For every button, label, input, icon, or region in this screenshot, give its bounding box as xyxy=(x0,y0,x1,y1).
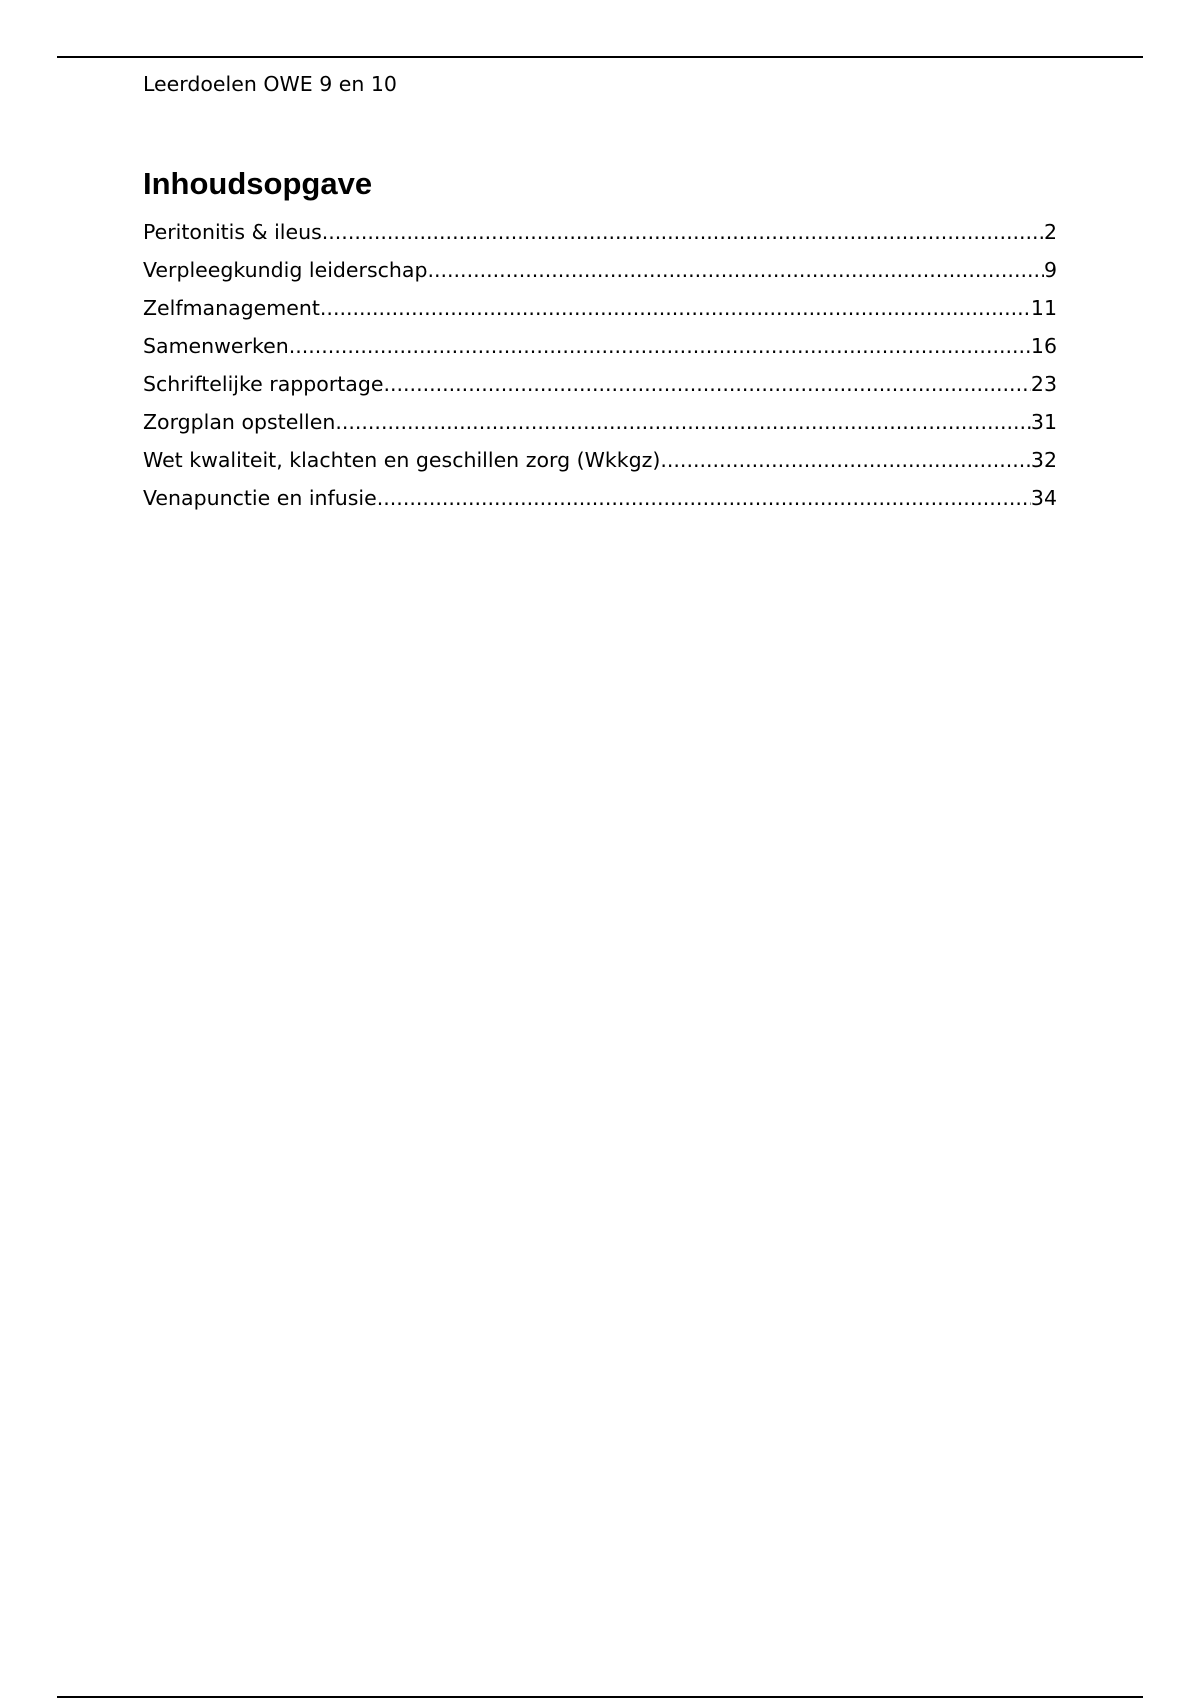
toc-entry-title: Zorgplan opstellen xyxy=(143,410,336,434)
footer-rule xyxy=(57,1696,1143,1698)
toc-entry[interactable] xyxy=(143,294,1057,332)
table-of-contents xyxy=(143,218,1057,522)
toc-entry-title: Samenwerken xyxy=(143,334,289,358)
toc-entry[interactable] xyxy=(143,218,1057,256)
toc-entry-title: Venapunctie en infusie xyxy=(143,486,377,510)
toc-entry-page: 2 xyxy=(1043,220,1057,244)
toc-heading: Inhoudsopgave xyxy=(143,166,373,201)
toc-entry-title: Zelfmanagement xyxy=(143,296,320,320)
toc-dot-leader xyxy=(289,332,1031,360)
toc-entry-title: Verpleegkundig leiderschap xyxy=(143,258,428,282)
running-header: Leerdoelen OWE 9 en 10 xyxy=(143,72,397,96)
toc-entry-page: 23 xyxy=(1030,372,1057,396)
toc-dot-leader xyxy=(335,408,1031,436)
toc-entry[interactable] xyxy=(143,256,1057,294)
toc-entry-title: Peritonitis & ileus xyxy=(143,220,322,244)
toc-entry-page: 34 xyxy=(1030,486,1057,510)
toc-entry[interactable] xyxy=(143,332,1057,370)
toc-entry-title: Schriftelijke rapportage xyxy=(143,372,384,396)
toc-dot-leader xyxy=(660,446,1031,474)
toc-dot-leader xyxy=(383,370,1030,398)
toc-entry[interactable] xyxy=(143,408,1057,446)
toc-dot-leader xyxy=(377,484,1031,512)
toc-dot-leader xyxy=(322,218,1044,246)
toc-dot-leader xyxy=(427,256,1043,284)
toc-entry-title: Wet kwaliteit, klachten en geschillen zorg (Wkkgz) xyxy=(143,448,661,472)
toc-entry-page: 9 xyxy=(1043,258,1057,282)
toc-entry-page: 31 xyxy=(1030,410,1057,434)
toc-entry-page: 32 xyxy=(1030,448,1057,472)
toc-dot-leader xyxy=(320,294,1031,322)
toc-entry[interactable] xyxy=(143,484,1057,522)
toc-entry-page: 16 xyxy=(1030,334,1057,358)
toc-entry[interactable] xyxy=(143,370,1057,408)
toc-entry-page: 11 xyxy=(1030,296,1057,320)
header-rule xyxy=(57,56,1143,58)
toc-entry[interactable] xyxy=(143,446,1057,484)
